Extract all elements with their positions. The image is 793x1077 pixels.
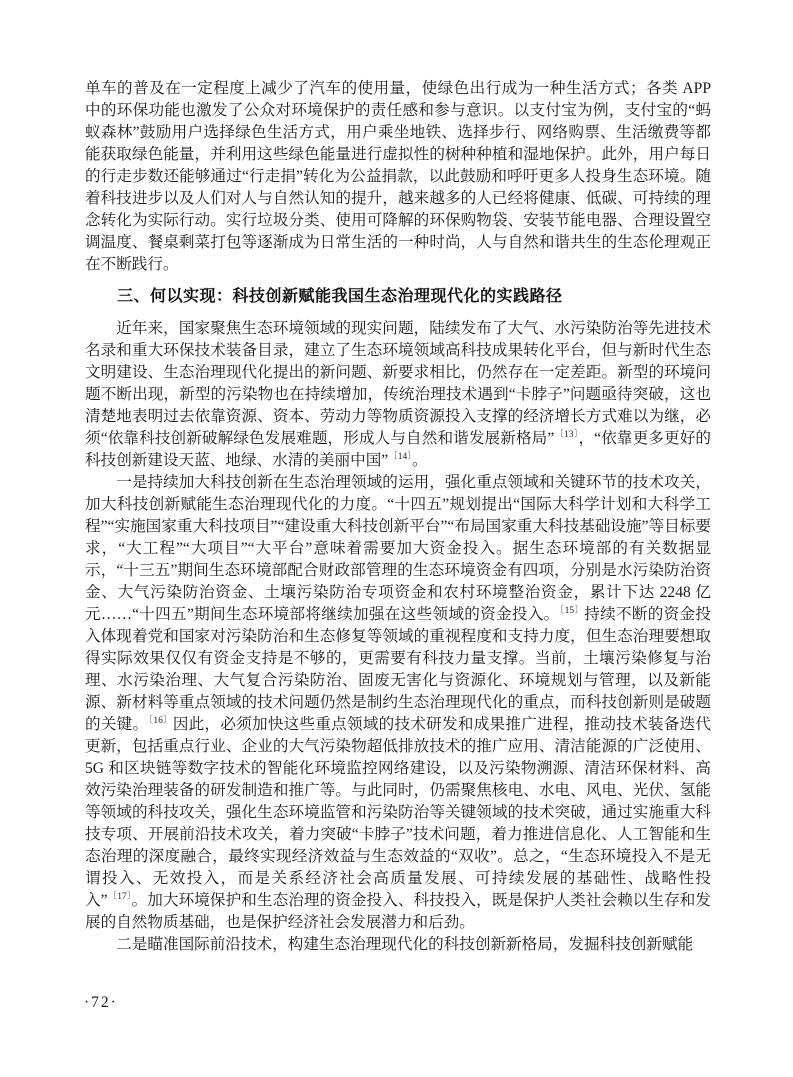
text-block: [85, 78, 711, 956]
paragraph-second-path: 二是瞄准国际前沿技术，构建生态治理现代化的科技创新新格局，发掘科技创新赋能: [116, 936, 694, 953]
paragraph-first-path: 一是持续加大科技创新在生态治理领域的运用，强化重点领域和关键环节的技术攻关，加大科技创新赋能生态治理现代化的力度。“十四五”规划提出“国际大科学计划和大科学工程”“实施国家重大科技项目”“建设重大科技创新平台”“布局国家重大科技基础设施”等目标要求，“大工程”“大项目”“大平台”意味着需要加大资金投入。据生态环境部的有关数据显示，“十三五”期间生态环境部配合财政部管理的生态环境资金有四项，分别是水污染防治资金、大气污染防治资金、土壤污染防治专项资金和农村环境整治资金，累计下达 2248 亿元……“十四五”期间生态环境部将继续加强在这些领域的资金投入。$^{〔15〕}$持续不断的资金投入体现着党和国家对污染防治和生态修复等领域的重视程度和支持力度，但生态治理要想取得实际效果仅仅有资金支持是不够的，更需要有科技力量支撑。当前，土壤污染修复与治理、水污染治理、大气复合污染防治、固废无害化与资源化、环境规划与管理，以及新能源、新材料等重点领域的技术问题仍然是制约生态治理现代化的重点，而科技创新则是破题的关键。$^{〔16〕}$因此，必须加快这些重点领域的技术研发和成果推广进程，推动技术装备迭代更新，包括重点行业、企业的大气污染物超低排放技术的推广应用、清洁能源的广泛使用、5G 和区块链等数字技术的智能化环境监控网络建设，以及污染物溯源、清洁环保材料、高效污染治理装备的研发制造和推广等。与此同时，仍需聚焦核电、水电、风电、光伏、氢能等领域的科技攻关，强化生态环境监管和污染防治等关键领域的技术突破，通过实施重大科技专项、开展前沿技术攻关，着力突破“卡脖子”技术问题，着力推进信息化、人工智能和生态治理的深度融合，最终实现经济效益与生态效益的“双收”。总之，“生态环境投入不是无谓投入、无效投入，而是关系经济社会高质量发展、可持续发展的基础性、战略性投入”$^{〔17〕}$。加大环境保护和生态治理的资金投入、科技投入，既是保护人类社会赖以生存和发展的自然物质基础，也是保护经济社会发展潜力和后劲。: [85, 474, 711, 931]
footnote-reference: 〔13〕: [554, 429, 579, 440]
paragraph-continuation: 单车的普及在一定程度上减少了汽车的使用量，使绿色出行成为一种生活方式；各类 APP 中的环保功能也激发了公众对环境保护的责任感和参与意识。以支付宝为例，支付宝的“蚂蚁森林”鼓励用户选择绿色生活方式，用户乘坐地铁、选择步行、网络购票、生活缴费等都能获取绿色能量，并利用这些绿色能量进行虚拟性的树种种植和湿地保护。此外，用户每日的行走步数还能够通过“行走捐”转化为公益捐款，以此鼓励和呼吁更多人投身生态环境。随着科技进步以及人们对人与自然认知的提升，越来越多的人已经将健康、低碳、可持续的理念转化为实际行动。实行垃圾分类、使用可降解的环保购物袋、安装节能电器、合理设置空调温度、餐桌剩菜打包等逐渐成为日常生活的一种时尚，人与自然和谐共生的生态伦理观正在不断践行。: [85, 80, 711, 273]
footnote-reference: 〔16〕: [148, 715, 173, 726]
section-heading: 三、何以实现：科技创新赋能我国生态治理现代化的实践路径: [117, 288, 563, 305]
paragraph-intro: 近年来，国家聚焦生态环境领域的现实问题，陆续发布了大气、水污染防治等先进技术名录和重大环保技术装备目录，建立了生态环境领域高科技成果转化平台，但与新时代生态文明建设、生态治理现代化提出的新问题、新要求相比，仍然存在一定差距。新型的环境问题不断出现，新型的污染物也在持续增加，传统治理技术遇到“卡脖子”问题亟待突破，这也清楚地表明过去依靠资源、资本、劳动力等物质资源投入支撑的经济增长方式难以为继，必须“依靠科技创新破解绿色发展难题，形成人与自然和谐发展新格局”$^{〔13〕}$，“依靠更多更好的科技创新建设天蓝、地绿、水清的美丽中国”$^{〔14〕}$。: [85, 320, 711, 469]
footnote-reference: 〔14〕: [388, 451, 412, 462]
page-number: ·72·: [84, 994, 118, 1011]
footnote-reference: 〔15〕: [559, 605, 585, 616]
footnote-reference: 〔17〕: [107, 891, 132, 902]
